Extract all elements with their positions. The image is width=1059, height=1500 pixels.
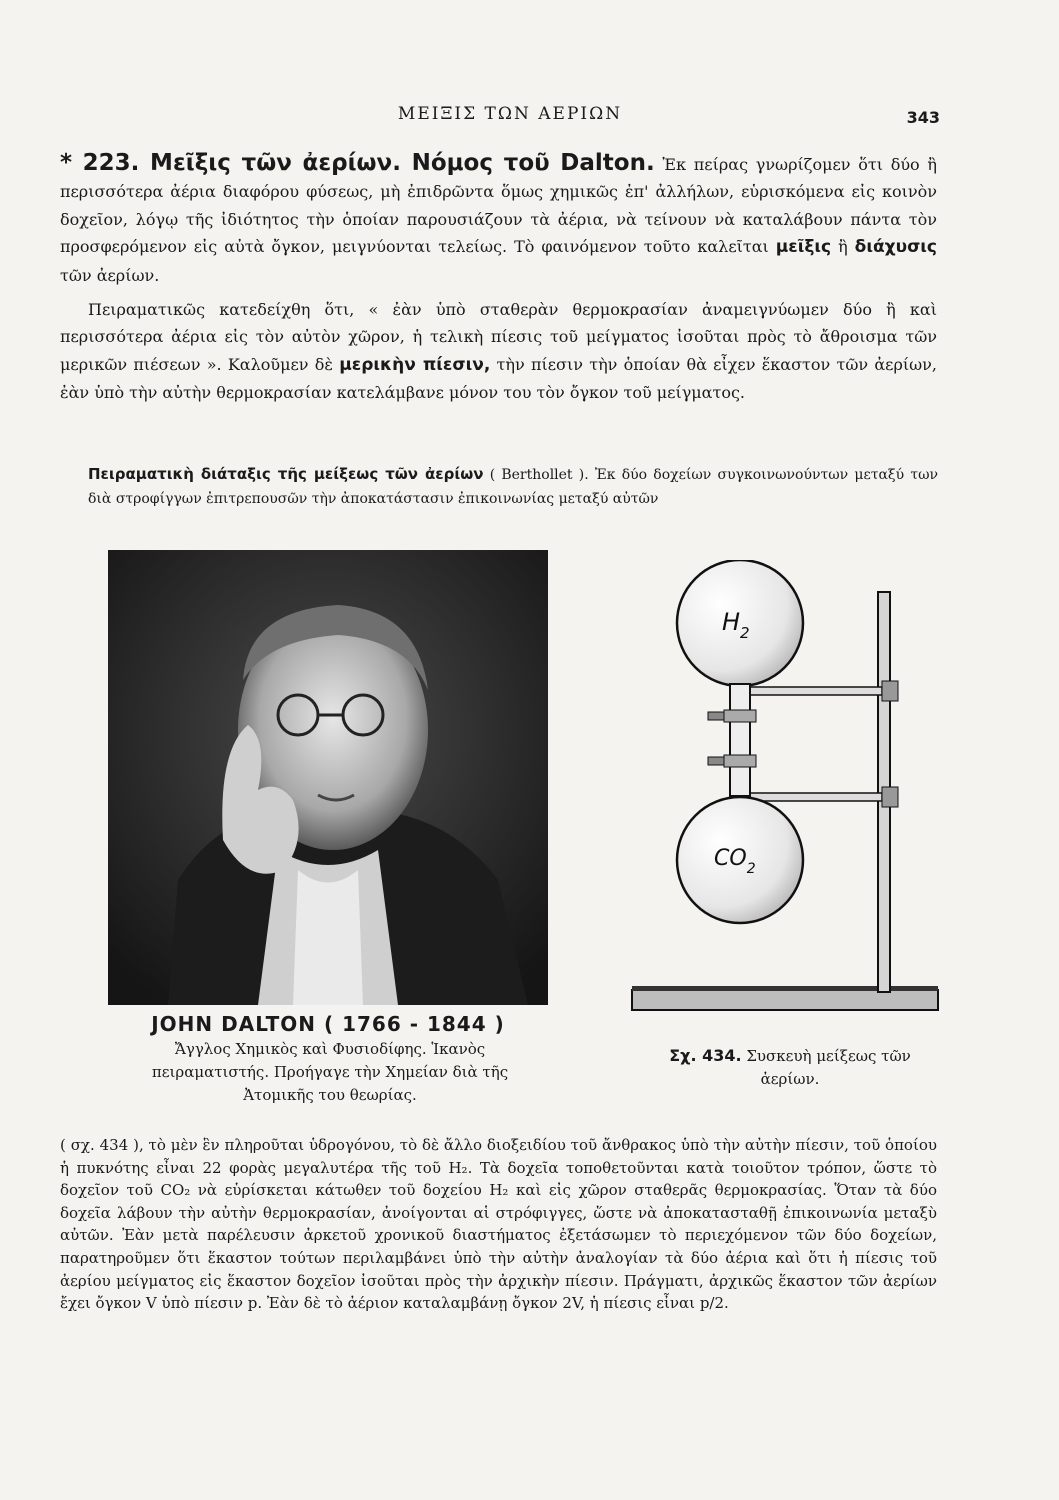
term-partial-pressure: μερικὴν πίεσιν, (339, 354, 491, 375)
figure-caption-text: Συσκευὴ μείξεως τῶν ἀερίων. (741, 1047, 911, 1088)
term-meixis: μεῖξις (775, 237, 832, 258)
section-paragraph-1 (60, 150, 937, 289)
page-number: 343 (906, 108, 940, 127)
p1-text-a: Ἐκ πείρας γνωρίζομεν ὅτι δύο ἢ περισσότερα ἀέρια διαφόρου φύσεως, μὴ ἐπιδρῶντα ὅμως χημικῶς ἐπ' ἀλλήλων, εὑρισκόμενα εἰς κοινὸν δοχεῖον, λόγῳ τῆς ἰδιότητος τὴν ὁποίαν παρουσιάζουν τὰ ἀέρια, νὰ τείνουν νὰ καταλάβουν πάντα τὸν προσφερόμενον εἰς αὐτὰ ὄγκον, μειγνύονται τελείως. Τὸ φαινόμενον τοῦτο καλεῖται (60, 155, 938, 257)
section-title: * 223. Μεῖξις τῶν ἀερίων. Νόμος τοῦ Dalton. (60, 150, 655, 176)
p1-text-b: ἢ (831, 237, 855, 257)
flask-top-symbol: H (722, 608, 741, 636)
gas-mixing-apparatus (630, 560, 940, 1020)
continuation-paragraph: ( σχ. 434 ), τὸ μὲν ἓν πληροῦται ὑδρογόνου, τὸ δὲ ἄλλο διοξειδίου τοῦ ἄνθρακος ὑπὸ τὴν αὐτὴν πίεσιν, τοῦ ὁποίου ἡ πυκνότης εἶναι 22 φορὰς μεγαλυτέρα τῆς τοῦ H₂. Τὰ δοχεῖα τοποθετοῦνται κατὰ τοιοῦτον τρόπον, ὥστε τὸ δοχεῖον τοῦ CO₂ νὰ εὑρίσκεται κάτωθεν τοῦ δοχείου H₂ καὶ εἰς χῶρον σταθερᾶς θερμοκρασίας. Ὅταν τὰ δύο δοχεῖα λάβουν τὴν αὐτὴν θερμοκρασίαν, ἀνοίγονται αἱ στρόφιγγες, ὥστε νὰ ἀποκατασταθῇ ἐπικοινωνία μεταξὺ αὐτῶν. Ἐὰν μετὰ παρέλευσιν ἀρκετοῦ χρονικοῦ διαστήματος ἐξετάσωμεν τὸ περιεχόμενον τῶν δύο δοχείων, παρατηροῦμεν ὅτι ἕκαστον τούτων περιλαμβάνει ὑπὸ τὴν αὐτὴν ἀναλογίαν τὰ δύο ἀέρια καὶ ὅτι ἡ πίεσις τοῦ ἀερίου μείγματος εἰς ἕκαστον δοχεῖον ἰσοῦται πρὸς τὴν ἀρχικὴν πίεσιν. Πράγματι, ἀρχικῶς ἕκαστον τῶν ἀερίων ἔχει ὄγκον V ὑπὸ πίεσιν p. Ἐὰν δὲ τὸ ἀέριον καταλαμβάνῃ ὄγκον 2V, ἡ πίεσις εἶναι p/2. (60, 1136, 937, 1313)
experiment-lead: Πειραματικὴ διάταξις τῆς μείξεως τῶν ἀερίων (88, 465, 484, 483)
figure-caption (640, 1044, 940, 1091)
section-paragraph-2 (60, 296, 937, 407)
flask-bottom-symbol: CO (714, 846, 747, 871)
dalton-portrait (108, 550, 548, 1005)
running-title: ΜΕΙΞΙΣ ΤΩΝ ΑΕΡΙΩΝ (397, 104, 623, 124)
experiment-text: ( Berthollet ). Ἐκ δύο δοχείων συγκοινωνούντων μεταξύ των διὰ στροφίγγων ἐπιτρεπουσῶν τὴν ἀποκατάστασιν ἐπικοινωνίας μεταξύ αὐτῶν (88, 467, 939, 507)
experiment-paragraph (88, 462, 938, 511)
portrait-name: JOHN DALTON ( 1766 - 1844 ) (151, 1012, 505, 1036)
p1-text-c: τῶν ἀερίων. (60, 265, 160, 285)
flask-top-subscript: 2 (740, 624, 750, 642)
p2-text-a: Πειραματικῶς κατεδείχθη ὅτι, « ἐὰν ὑπὸ σταθερὰν θερμοκρασίαν ἀναμειγνύωμεν δύο ἢ καὶ περισσότερα ἀέρια εἰς τὸν αὐτὸν χῶρον, ἡ τελικὴ πίεσις τοῦ μείγματος ἰσοῦται πρὸς τὸ ἄθροισμα τῶν μερικῶν πιέσεων ». Καλοῦμεν δὲ (60, 300, 937, 374)
flask-bottom-subscript: 2 (746, 861, 756, 877)
p2-text-b: τὴν πίεσιν τὴν ὁποίαν θὰ εἶχεν ἕκαστον τῶν ἀερίων, ἐὰν ὑπὸ τὴν αὐτὴν θερμοκρασίαν κατελάμβανε μόνον του τὸν ὄγκον τοῦ μείγματος. (60, 354, 937, 403)
term-diachysis: διάχυσις (854, 237, 938, 258)
portrait-description: Ἄγγλος Χημικὸς καὶ Φυσιοδίφης. Ἱκανὸς πειραματιστής. Προήγαγε τὴν Χημείαν διὰ τῆς Ἀτομικῆς του θεωρίας. (151, 1040, 509, 1104)
figure-label: Σχ. 434. (669, 1046, 742, 1065)
